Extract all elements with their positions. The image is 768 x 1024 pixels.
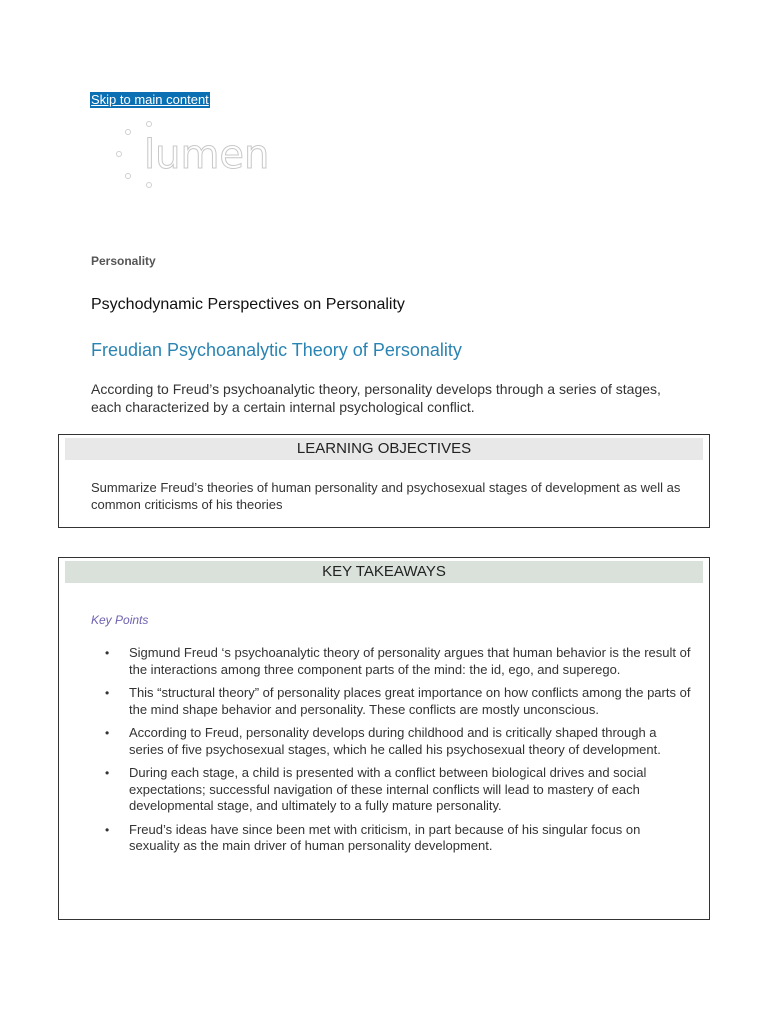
- page-title: Psychodynamic Perspectives on Personality: [91, 296, 405, 313]
- key-point-text: According to Freud, personality develops during childhood and is critically shaped through a series of five psychosexual stages, which he called his psychosexual theory of development.: [129, 725, 661, 757]
- list-item: [91, 765, 691, 815]
- bullet-icon: •: [105, 726, 110, 740]
- section-heading: Freudian Psychoanalytic Theory of Personality: [91, 340, 462, 360]
- key-takeaways-box: [58, 557, 710, 920]
- learning-objectives-title: LEARNING OBJECTIVES: [65, 438, 703, 460]
- bullet-icon: •: [105, 822, 110, 837]
- bullet-icon: •: [105, 766, 110, 780]
- logo-wordmark: lumen: [144, 132, 270, 178]
- breadcrumb: Personality: [91, 254, 156, 268]
- list-item: [91, 685, 691, 718]
- bullet-icon: •: [105, 646, 110, 660]
- lumen-dots-logo-icon: [112, 116, 272, 194]
- key-points-label: Key Points: [91, 613, 149, 627]
- key-point-text: Freud’s ideas have since been met with criticism, in part because of his singular focus on sexuality as the main driver of human personality development.: [129, 821, 641, 853]
- key-point-text: Sigmund Freud ‘s psychoanalytic theory of personality argues that human behavior is the result of the interactions among three component parts of the mind: the id, ego, and superego.: [129, 645, 691, 677]
- list-item: [91, 822, 691, 855]
- key-takeaways-title: KEY TAKEAWAYS: [65, 561, 703, 583]
- key-points-list: [91, 645, 691, 862]
- intro-paragraph: According to Freud’s psychoanalytic theory, personality develops through a series of stages, each characterized by a certain internal psychological conflict.: [91, 381, 661, 415]
- skip-to-main-content-link[interactable]: Skip to main content: [91, 92, 209, 107]
- lumen-logo[interactable]: [112, 116, 272, 194]
- key-point-text: During each stage, a child is presented with a conflict between biological drives and social expectations; successful navigation of these internal conflicts will lead to mastery of each developmental stage, and ultimately to a fully mature personality.: [129, 765, 647, 813]
- list-item: [91, 725, 691, 758]
- bullet-icon: •: [105, 686, 110, 700]
- list-item: [91, 645, 691, 678]
- learning-objectives-text: Summarize Freud’s theories of human personality and psychosexual stages of development as well as common criticisms of his theories: [91, 480, 681, 512]
- key-point-text: This “structural theory” of personality places great importance on how conflicts among the parts of the mind shape behavior and personality. These conflicts are mostly unconscious.: [129, 685, 691, 717]
- learning-objectives-box: [58, 434, 710, 528]
